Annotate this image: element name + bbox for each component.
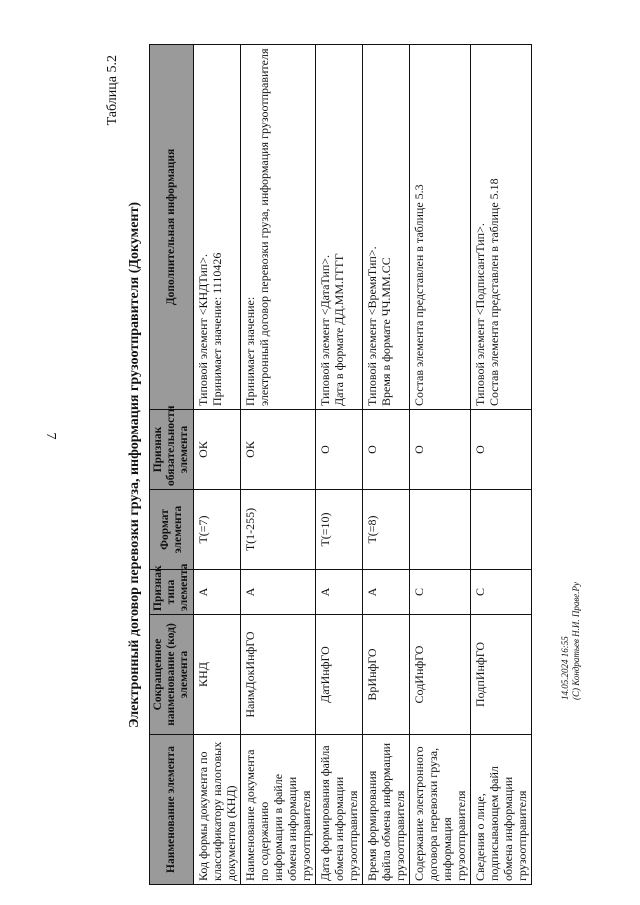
cell-type: А — [363, 570, 410, 615]
cell-type: А — [241, 570, 316, 615]
footer-copyright: (С) Кондратьев Н.И. Праве.Ру — [571, 581, 581, 700]
cell-code: КНД — [194, 615, 241, 735]
table-row — [241, 45, 316, 885]
footer-date: 14.05.2024 16:55 — [560, 636, 570, 700]
cell-info: Типовой элемент <ДатаТип>. Дата в формате ДД.ММ.ГГГГ — [316, 45, 363, 410]
cell-info: Состав элемента представлен в таблице 5.3 — [410, 45, 471, 410]
cell-code: НаимДокИнфГО — [241, 615, 316, 735]
header-format: Формат элемента — [150, 490, 194, 570]
cell-format: Т(=10) — [316, 490, 363, 570]
cell-name: Время формирования файла обмена информации грузоотправителя — [363, 735, 410, 885]
cell-required: ОК — [194, 410, 241, 490]
header-type: Признак типа элемента — [150, 570, 194, 615]
header-code: Сокращенное наименование (код) элемента — [150, 615, 194, 735]
cell-required: О — [410, 410, 471, 490]
table-row — [471, 45, 532, 885]
table-row — [194, 45, 241, 885]
cell-code: ВрИнфГО — [363, 615, 410, 735]
cell-format: Т(=7) — [194, 490, 241, 570]
footer-stamp — [560, 582, 582, 700]
cell-required: ОК — [241, 410, 316, 490]
cell-type: С — [410, 570, 471, 615]
cell-format: Т(=8) — [363, 490, 410, 570]
table-row — [410, 45, 471, 885]
table-title: Электронный договор перевозки груза, информация грузоотправителя (Документ) — [127, 201, 142, 729]
table-row — [363, 45, 410, 885]
header-name: Наименование элемента — [150, 735, 194, 885]
cell-name: Содержание электронного договора перевозки груза, информация грузоотправителя — [410, 735, 471, 885]
table-header-row — [150, 45, 194, 885]
cell-code: ДатИнфГО — [316, 615, 363, 735]
elements-table — [149, 44, 532, 885]
cell-type: А — [194, 570, 241, 615]
cell-format — [410, 490, 471, 570]
cell-info: Типовой элемент <ВремяТип>. Время в формате ЧЧ.ММ.СС — [363, 45, 410, 410]
header-info: Дополнительная информация — [150, 45, 194, 410]
cell-code: ПодпИнфГО — [471, 615, 532, 735]
header-required: Признак обязательности элемента — [150, 410, 194, 490]
page-number: 7 — [43, 432, 58, 440]
cell-type: А — [316, 570, 363, 615]
cell-name: Дата формирования файла обмена информации грузоотправителя — [316, 735, 363, 885]
cell-type: С — [471, 570, 532, 615]
cell-code: СодИнфГО — [410, 615, 471, 735]
cell-info: Типовой элемент <ПодписантТип>. Состав элемента представлен в таблице 5.18 — [471, 45, 532, 410]
table-caption: Таблица 5.2 — [105, 55, 120, 126]
cell-name: Сведения о лице, подписывающем файл обмена информации грузоотправителя — [471, 735, 532, 885]
cell-format — [471, 490, 532, 570]
cell-info: Принимает значение: электронный договор перевозки груза, информация грузоотправителя — [241, 45, 316, 410]
rotated-content — [105, 35, 625, 895]
cell-info: Типовой элемент <КНДТип>. Принимает значение: 1110426 — [194, 45, 241, 410]
cell-name: Код формы документа по классификатору налоговых документов (КНД) — [194, 735, 241, 885]
cell-required: О — [471, 410, 532, 490]
cell-format: Т(1-255) — [241, 490, 316, 570]
cell-name: Наименование документа по содержанию информации в файле обмена информации грузоотправителя — [241, 735, 316, 885]
cell-required: О — [316, 410, 363, 490]
table-row — [316, 45, 363, 885]
cell-required: О — [363, 410, 410, 490]
